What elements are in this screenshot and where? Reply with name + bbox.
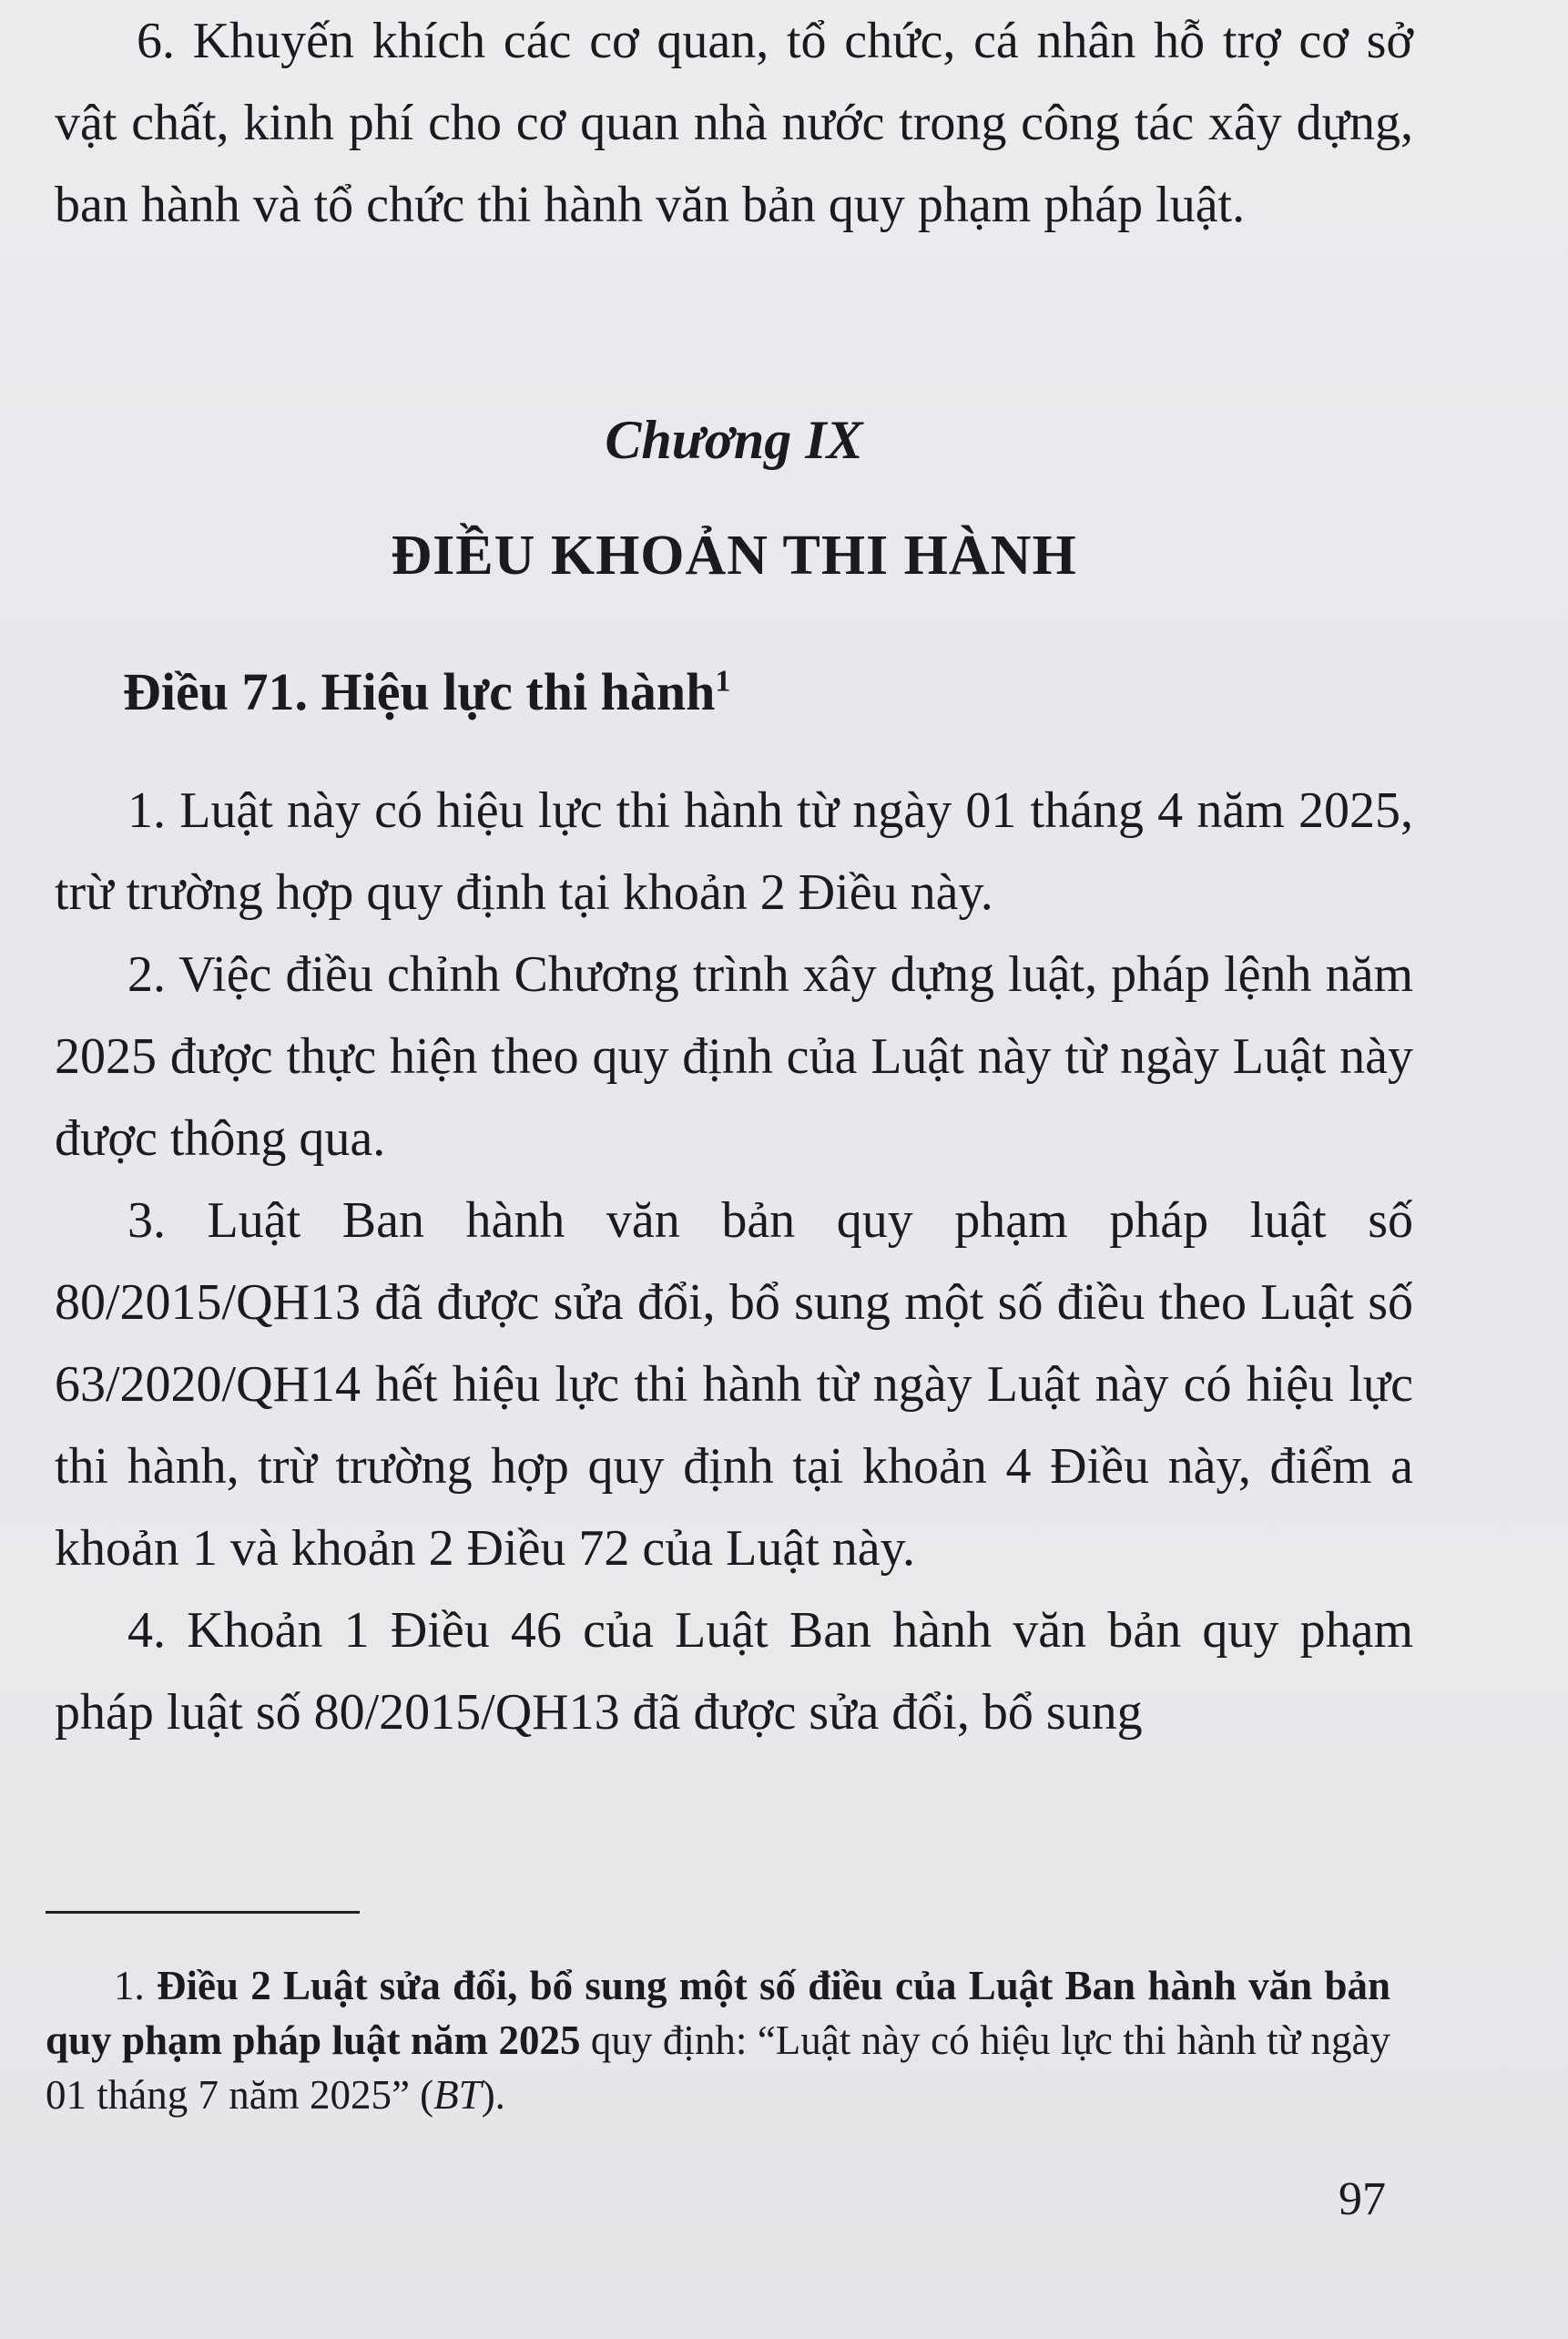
footnote-text: quy định: “Luật này có hiệu lực thi hành từ ngày 01 tháng 7 năm 2025” ( (46, 2017, 1391, 2118)
footnote-bold-text: Điều 2 Luật sửa đổi, bổ sung một số điều của Luật Ban hành văn bản quy phạm pháp luật năm 2025 (46, 1963, 1390, 2063)
clause-3: 3. Luật Ban hành văn bản quy phạm pháp luật số 80/2015/QH13 đã được sửa đổi, bổ sung một số điều theo Luật số 63/2020/QH14 hết hiệu lực thi hành từ ngày Luật này có hiệu lực thi hành, trừ trường hợp quy định tại khoản 4 Điều này, điểm a khoản 1 và khoản 2 Điều 72 của Luật này. (55, 1192, 1413, 1577)
footnote (46, 1958, 1390, 2122)
footnote-divider (46, 1911, 360, 1914)
intro-paragraph: 6. Khuyến khích các cơ quan, tổ chức, cá nhân hỗ trợ cơ sở vật chất, kinh phí cho cơ quan nhà nước trong công tác xây dựng, ban hành và tổ chức thi hành văn bản quy phạm pháp luật. (55, 13, 1413, 233)
page-body (55, 0, 1413, 1822)
clause-2: 2. Việc điều chỉnh Chương trình xây dựng luật, pháp lệnh năm 2025 được thực hiện theo quy định của Luật này từ ngày Luật này được thông qua. (55, 946, 1413, 1167)
chapter-label: Chương IX (605, 410, 863, 470)
article-heading (123, 651, 730, 733)
footnote-number: 1. (114, 1963, 145, 2008)
footnote-end: ). (481, 2072, 505, 2118)
footnote-italic: BT (433, 2072, 482, 2118)
chapter-title: ĐIỀU KHOẢN THI HÀNH (391, 525, 1077, 587)
clause-1: 1. Luật này có hiệu lực thi hành từ ngày 01 tháng 4 năm 2025, trừ trường hợp quy định tại khoản 2 Điều này. (55, 782, 1413, 921)
page-number: 97 (1339, 2173, 1386, 2225)
footnote-reference: 1 (715, 664, 731, 699)
article-heading-text: Điều 71. Hiệu lực thi hành (123, 662, 716, 721)
clause-4: 4. Khoản 1 Điều 46 của Luật Ban hành văn bản quy phạm pháp luật số 80/2015/QH13 đã được sửa đổi, bổ sung (55, 1602, 1413, 1741)
article-clauses (55, 770, 1413, 1753)
